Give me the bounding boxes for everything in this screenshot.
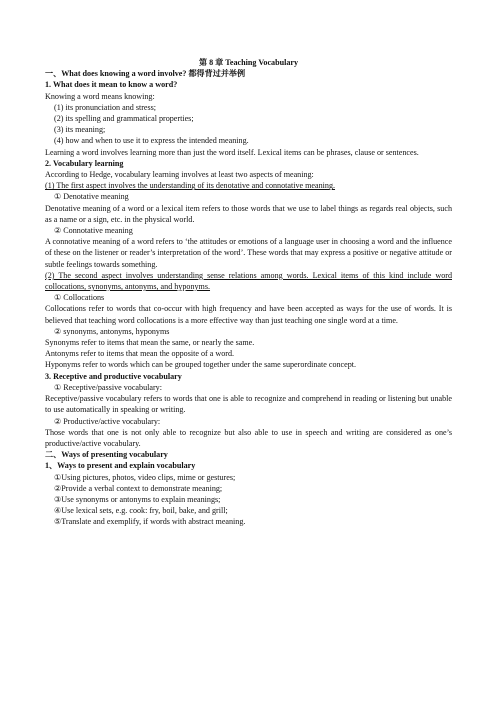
productive-label: ② Productive/active vocabulary: (54, 416, 161, 426)
denotative-label: ① Denotative meaning (54, 192, 129, 202)
section-2-heading: 二、Ways of presenting vocabulary (45, 450, 168, 460)
way-item-4: ④Use lexical sets, e.g. cook: fry, boil, bake, and grill; (54, 506, 228, 516)
subsection-1-1-heading: 1. What does it mean to know a word? (45, 80, 178, 90)
hedge-intro: According to Hedge, vocabulary learning involves at least two aspects of meaning: (45, 170, 314, 180)
receptive-paragraph: Receptive/passive vocabulary refers to words that one is able to recognize and comprehend in reading or listening but unable to use automatically in speaking or writing. (45, 394, 452, 415)
antonyms-line: Antonyms refer to items that mean the opposite of a word. (45, 349, 235, 359)
knowing-item-2: (2) its spelling and grammatical properties; (54, 114, 194, 124)
subsection-2-1-heading: 1、Ways to present and explain vocabulary (45, 461, 196, 471)
way-item-5: ⑤Translate and exemplify, if words with abstract meaning. (54, 517, 246, 527)
aspect-2 (45, 270, 452, 292)
knowing-intro: Knowing a word means knowing: (45, 91, 155, 101)
way-item-2: ②Provide a verbal context to demonstrate meaning; (54, 483, 223, 493)
connotative-paragraph: A connotative meaning of a word refers to ‘the attitudes or emotions of a language user in choosing a word and the influence of these on the listener or reader’s interpretation of the word’. These words that may express a positive or negative attitude or subtle feelings towards something. (45, 237, 452, 269)
receptive-label: ① Receptive/passive vocabulary: (54, 382, 162, 392)
document-page (45, 57, 452, 528)
synonyms-label: ② synonyms, antonyms, hyponyms (54, 326, 170, 336)
synonyms-line: Synonyms refer to items that mean the same, or nearly the same. (45, 338, 255, 348)
aspect-1 (45, 180, 452, 191)
connotative-label: ② Connotative meaning (54, 226, 133, 236)
way-item-3: ③Use synonyms or antonyms to explain meanings; (54, 494, 221, 504)
subsection-1-3-heading: 3. Receptive and productive vocabulary (45, 371, 182, 381)
productive-paragraph: Those words that one is not only able to recognize but also able to use in speech and writing are considered as one’s productive/active vocabulary. (45, 427, 452, 448)
knowing-item-3: (3) its meaning; (54, 125, 106, 135)
knowing-item-4: (4) how and when to use it to express the intended meaning. (54, 136, 249, 146)
chapter-title: 第 8 章 Teaching Vocabulary (198, 58, 299, 67)
subsection-1-2-heading: 2. Vocabulary learning (45, 158, 124, 168)
collocations-label: ① Collocations (54, 293, 105, 303)
knowing-item-1: (1) its pronunciation and stress; (54, 102, 157, 112)
denotative-paragraph: Denotative meaning of a word or a lexical item refers to those words that we use to label things as regards real objects, such as a name or a sign, etc. in the physical world. (45, 203, 452, 224)
aspect-2-text: (2) The second aspect involves understanding sense relations among words. Lexical items of this kind include word collocations, synonyms, antonyms, and hyponyms. (45, 270, 452, 292)
lexical-items-paragraph: Learning a word involves learning more than just the word itself. Lexical items can be phrases, clause or sentences. (45, 147, 419, 157)
section-1-heading: 一、What does knowing a word involve? 都得背过并举例 (45, 69, 246, 79)
aspect-1-text: (1) The first aspect involves the understanding of its denotative and connotative meaning. (45, 181, 336, 191)
collocations-paragraph: Collocations refer to words that co-occur with high frequency and have been accepted as ways for the use of words. It is believed that teaching word collocations is a more effective way than just teaching one single word at a time. (45, 304, 452, 325)
hyponyms-line: Hyponyms refer to words which can be grouped together under the same superordinate concept. (45, 360, 357, 370)
way-item-1: ①Using pictures, photos, video clips, mime or gestures; (54, 472, 236, 482)
